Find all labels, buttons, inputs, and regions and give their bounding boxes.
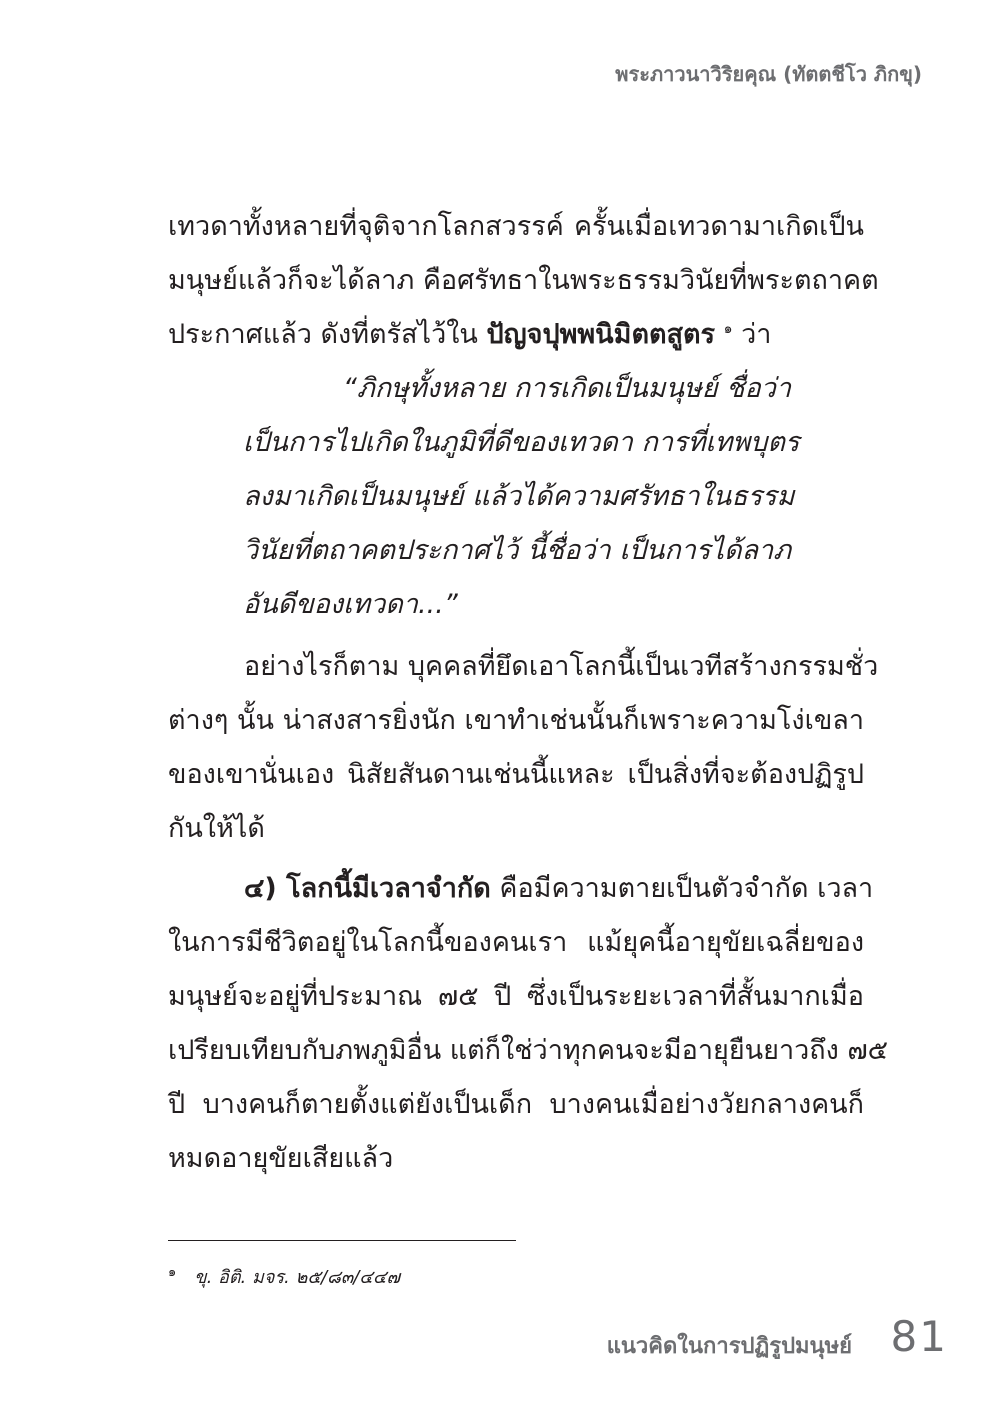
quote-line: เป็นการไปเกิดในภูมิที่ดีของเทวดา การที่เทพบุตร <box>243 427 800 458</box>
quote-line: ลงมาเกิดเป็นมนุษย์ แล้วได้ความศรัทธาในธรรม <box>243 481 795 512</box>
paragraph-intro <box>168 200 879 362</box>
quote-line: “ภิกษุทั้งหลาย การเกิดเป็นมนุษย์ ชื่อว่า <box>342 373 791 404</box>
footnote-text: ขุ. อิติ. มจร. ๒๕/๘๓/๔๔๗ <box>194 1267 401 1288</box>
line-text: ประกาศแล้ว ดังที่ตรัสไว้ใน <box>168 319 487 350</box>
paragraph-line <box>168 862 874 916</box>
sutta-name: ปัญจปุพพนิมิตตสูตร <box>486 319 716 350</box>
paragraph-line: อย่างไรก็ตาม บุคคลที่ยึดเอาโลกนี้เป็นเวทีสร้างกรรมชั่ว <box>244 651 879 682</box>
section-heading: ๔) โลกนี้มีเวลาจำกัด <box>244 873 491 904</box>
paragraph-line: ปี บางคนก็ตายตั้งแต่ยังเป็นเด็ก บางคนเมื่อย่างวัยกลางคนก็ <box>168 1089 864 1120</box>
page-number: 81 <box>890 1312 948 1361</box>
footnote-reference[interactable]: ๑ <box>723 321 733 337</box>
paragraph-line: มนุษย์จะอยู่ที่ประมาณ ๗๕ ปี ซึ่งเป็นระยะเวลาที่สั้นมากเมื่อ <box>168 981 864 1012</box>
footer-book-title: แนวคิดในการปฏิรูปมนุษย์ <box>606 1334 852 1359</box>
footnote <box>168 1262 400 1291</box>
paragraph-line: ต่างๆ นั้น น่าสงสารยิ่งนัก เขาทำเช่นนั้นก็เพราะความโง่เขลา <box>168 705 864 736</box>
running-header: พระภาวนาวิริยคุณ (ทัตตชีโว ภิกขุ) <box>615 62 922 86</box>
paragraph-line: กันให้ได้ <box>168 813 265 844</box>
paragraph-line: หมดอายุขัยเสียแล้ว <box>168 1143 394 1174</box>
paragraph-line: เทวดาทั้งหลายที่จุติจากโลกสวรรค์ ครั้นเมื่อเทวดามาเกิดเป็น <box>168 211 864 242</box>
quote-block <box>243 362 800 632</box>
quote-line: วินัยที่ตถาคตประกาศไว้ นี้ชื่อว่า เป็นการได้ลาภ <box>243 535 791 566</box>
footnote-number: ๑ <box>168 1265 177 1280</box>
paragraph-line: มนุษย์แล้วก็จะได้ลาภ คือศรัทธาในพระธรรมวินัยที่พระตถาคต <box>168 265 879 296</box>
footnote-divider <box>168 1240 516 1241</box>
paragraph-however <box>168 640 879 856</box>
paragraph-line: เปรียบเทียบกับภพภูมิอื่น แต่ก็ใช่ว่าทุกคนจะมีอายุยืนยาวถึง ๗๕ <box>168 1035 889 1066</box>
paragraph-line: ในการมีชีวิตอยู่ในโลกนี้ของคนเรา แม้ยุคนี้อายุขัยเฉลี่ยของ <box>168 927 864 958</box>
paragraph-limited-time <box>168 862 889 1186</box>
line-text: คือมีความตายเป็นตัวจำกัด เวลา <box>490 873 874 904</box>
paragraph-line: ของเขานั่นเอง นิสัยสันดานเช่นนี้แหละ เป็นสิ่งที่จะต้องปฏิรูป <box>168 759 864 790</box>
line-text: ว่า <box>732 319 772 350</box>
paragraph-line <box>168 308 864 362</box>
quote-line: อันดีของเทวดา...” <box>243 589 458 620</box>
